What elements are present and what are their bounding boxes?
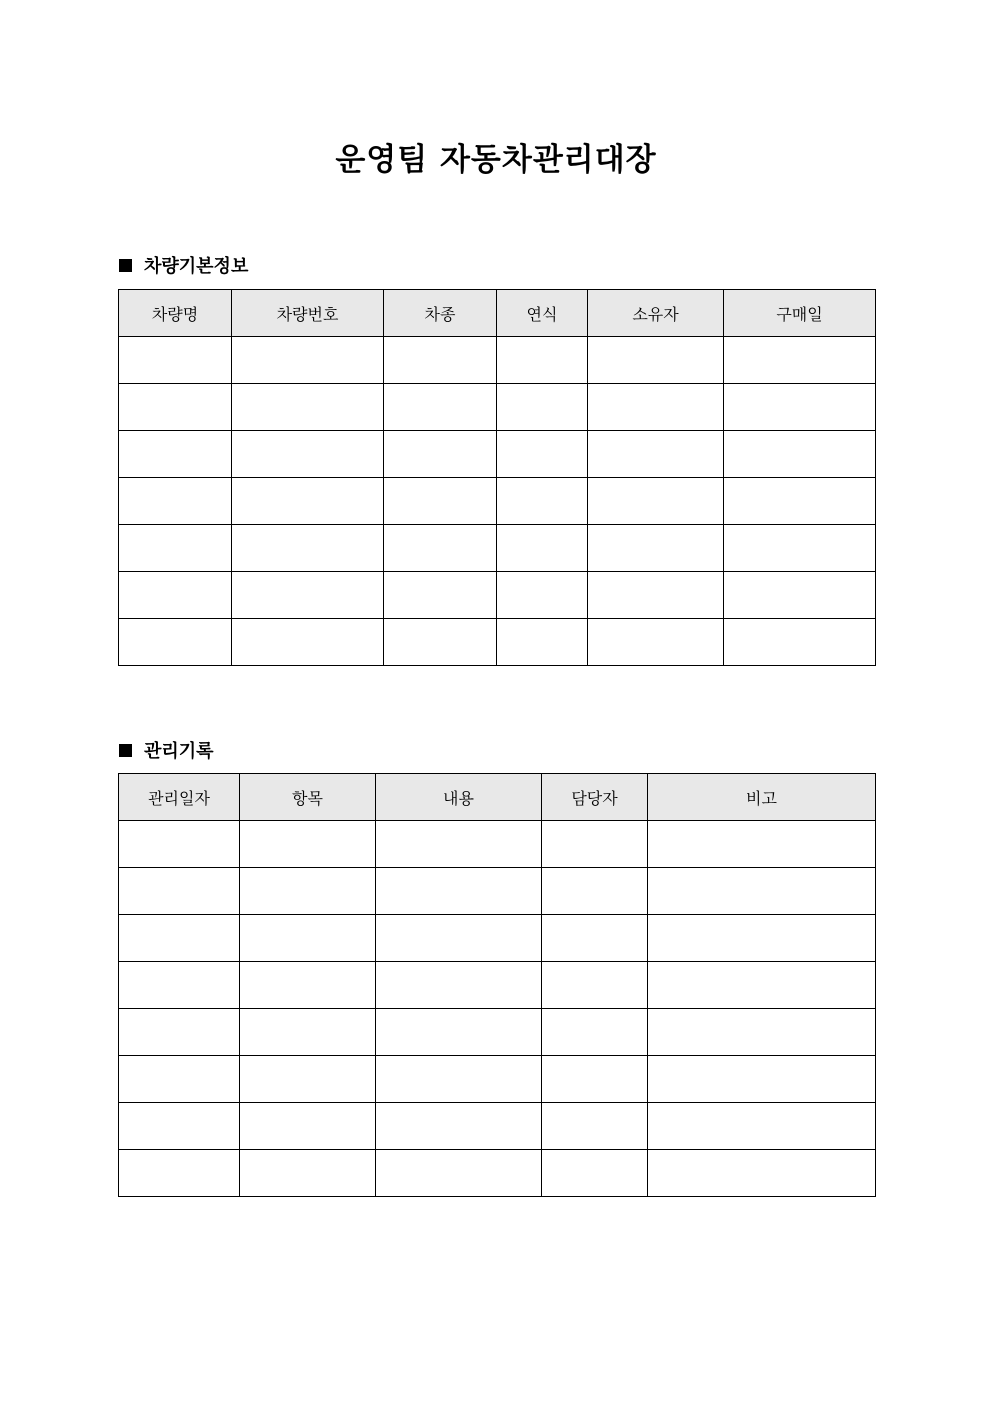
- management-log-cell[interactable]: [376, 915, 542, 962]
- vehicle-info-cell[interactable]: [588, 478, 724, 525]
- management-log-cell[interactable]: [376, 1009, 542, 1056]
- management-log-cell[interactable]: [119, 1150, 240, 1197]
- column-header-vehicle-name: 차량명: [119, 290, 232, 337]
- table-row: [119, 525, 876, 572]
- management-log-cell[interactable]: [240, 1056, 376, 1103]
- column-header-vehicle-type: 차종: [384, 290, 497, 337]
- column-header-owner: 소유자: [588, 290, 724, 337]
- section-heading-vehicle-info: [119, 252, 248, 278]
- section-heading-management-log: [119, 737, 214, 763]
- vehicle-info-cell[interactable]: [232, 525, 384, 572]
- vehicle-info-cell[interactable]: [724, 478, 876, 525]
- vehicle-info-cell[interactable]: [384, 619, 497, 666]
- management-log-cell[interactable]: [240, 1150, 376, 1197]
- vehicle-info-cell[interactable]: [232, 384, 384, 431]
- table-row: [119, 915, 876, 962]
- vehicle-info-cell[interactable]: [724, 572, 876, 619]
- column-header-purchase-date: 구매일: [724, 290, 876, 337]
- page-title: 운영팀 자동차관리대장: [335, 142, 657, 178]
- vehicle-info-cell[interactable]: [384, 384, 497, 431]
- management-log-cell[interactable]: [240, 868, 376, 915]
- table-row: [119, 337, 876, 384]
- management-log-cell[interactable]: [648, 868, 876, 915]
- column-header-content: 내용: [376, 774, 542, 821]
- section-heading-label: 관리기록: [144, 741, 214, 762]
- column-header-person-in-charge: 담당자: [542, 774, 648, 821]
- table-row: [119, 821, 876, 868]
- vehicle-info-cell[interactable]: [588, 525, 724, 572]
- vehicle-info-cell[interactable]: [119, 525, 232, 572]
- management-log-cell[interactable]: [648, 821, 876, 868]
- table-row: [119, 1009, 876, 1056]
- management-log-cell[interactable]: [119, 915, 240, 962]
- management-log-cell[interactable]: [119, 1056, 240, 1103]
- management-log-cell[interactable]: [542, 962, 648, 1009]
- management-log-cell[interactable]: [119, 962, 240, 1009]
- vehicle-info-cell[interactable]: [384, 337, 497, 384]
- table-row: [119, 868, 876, 915]
- table-row: [119, 619, 876, 666]
- table-row: [119, 384, 876, 431]
- management-log-cell[interactable]: [648, 1103, 876, 1150]
- vehicle-info-cell[interactable]: [724, 525, 876, 572]
- management-log-cell[interactable]: [542, 915, 648, 962]
- vehicle-info-cell[interactable]: [232, 619, 384, 666]
- management-log-cell[interactable]: [542, 1056, 648, 1103]
- table-row: [119, 431, 876, 478]
- vehicle-info-table: [118, 289, 876, 666]
- column-header-item: 항목: [240, 774, 376, 821]
- vehicle-info-cell[interactable]: [119, 337, 232, 384]
- management-log-cell[interactable]: [376, 962, 542, 1009]
- table-header-row: [119, 290, 876, 337]
- management-log-cell[interactable]: [240, 915, 376, 962]
- management-log-cell[interactable]: [119, 868, 240, 915]
- table-row: [119, 1150, 876, 1197]
- management-log-cell[interactable]: [648, 962, 876, 1009]
- vehicle-info-cell[interactable]: [588, 337, 724, 384]
- vehicle-info-cell[interactable]: [724, 337, 876, 384]
- vehicle-info-cell[interactable]: [588, 384, 724, 431]
- vehicle-info-cell[interactable]: [232, 572, 384, 619]
- vehicle-info-cell[interactable]: [497, 525, 588, 572]
- vehicle-info-cell[interactable]: [724, 619, 876, 666]
- vehicle-info-cell[interactable]: [588, 572, 724, 619]
- management-log-cell[interactable]: [648, 1009, 876, 1056]
- vehicle-info-cell[interactable]: [384, 478, 497, 525]
- vehicle-info-cell[interactable]: [724, 384, 876, 431]
- vehicle-info-cell[interactable]: [119, 478, 232, 525]
- management-log-cell[interactable]: [240, 1103, 376, 1150]
- vehicle-info-cell[interactable]: [119, 431, 232, 478]
- management-log-cell[interactable]: [119, 1009, 240, 1056]
- management-log-cell[interactable]: [376, 1103, 542, 1150]
- management-log-cell[interactable]: [542, 821, 648, 868]
- management-log-cell[interactable]: [240, 1009, 376, 1056]
- table-row: [119, 478, 876, 525]
- management-log-cell[interactable]: [240, 962, 376, 1009]
- management-log-cell[interactable]: [119, 1103, 240, 1150]
- table-header-row: [119, 774, 876, 821]
- vehicle-info-cell[interactable]: [497, 337, 588, 384]
- vehicle-info-table-body: [119, 337, 876, 666]
- vehicle-info-cell[interactable]: [384, 525, 497, 572]
- table-row: [119, 1056, 876, 1103]
- column-header-plate-number: 차량번호: [232, 290, 384, 337]
- management-log-cell[interactable]: [648, 1056, 876, 1103]
- vehicle-info-cell[interactable]: [497, 431, 588, 478]
- column-header-model-year: 연식: [497, 290, 588, 337]
- management-log-cell[interactable]: [648, 1150, 876, 1197]
- vehicle-info-cell[interactable]: [588, 619, 724, 666]
- management-log-table: [118, 773, 876, 1197]
- table-row: [119, 1103, 876, 1150]
- vehicle-info-cell[interactable]: [724, 431, 876, 478]
- vehicle-info-cell[interactable]: [497, 572, 588, 619]
- vehicle-info-cell[interactable]: [119, 619, 232, 666]
- vehicle-info-cell[interactable]: [588, 431, 724, 478]
- vehicle-info-cell[interactable]: [384, 431, 497, 478]
- management-log-cell[interactable]: [648, 915, 876, 962]
- management-log-table-body: [119, 821, 876, 1197]
- management-log-cell[interactable]: [542, 1103, 648, 1150]
- table-row: [119, 962, 876, 1009]
- vehicle-info-cell[interactable]: [384, 572, 497, 619]
- management-log-cell[interactable]: [542, 868, 648, 915]
- management-log-cell[interactable]: [542, 1150, 648, 1197]
- vehicle-info-cell[interactable]: [497, 478, 588, 525]
- management-log-cell[interactable]: [542, 1009, 648, 1056]
- management-log-cell[interactable]: [376, 821, 542, 868]
- section-heading-label: 차량기본정보: [144, 256, 249, 277]
- vehicle-info-cell[interactable]: [232, 478, 384, 525]
- column-header-remarks: 비고: [648, 774, 876, 821]
- management-log-cell[interactable]: [376, 1150, 542, 1197]
- vehicle-info-cell[interactable]: [119, 572, 232, 619]
- management-log-cell[interactable]: [376, 868, 542, 915]
- management-log-cell[interactable]: [240, 821, 376, 868]
- table-row: [119, 572, 876, 619]
- square-bullet-icon: [119, 744, 132, 757]
- vehicle-info-cell[interactable]: [119, 384, 232, 431]
- management-log-cell[interactable]: [376, 1056, 542, 1103]
- vehicle-info-cell[interactable]: [497, 384, 588, 431]
- vehicle-info-cell[interactable]: [232, 431, 384, 478]
- management-log-cell[interactable]: [119, 821, 240, 868]
- column-header-management-date: 관리일자: [119, 774, 240, 821]
- vehicle-info-cell[interactable]: [497, 619, 588, 666]
- vehicle-info-cell[interactable]: [232, 337, 384, 384]
- square-bullet-icon: [119, 259, 132, 272]
